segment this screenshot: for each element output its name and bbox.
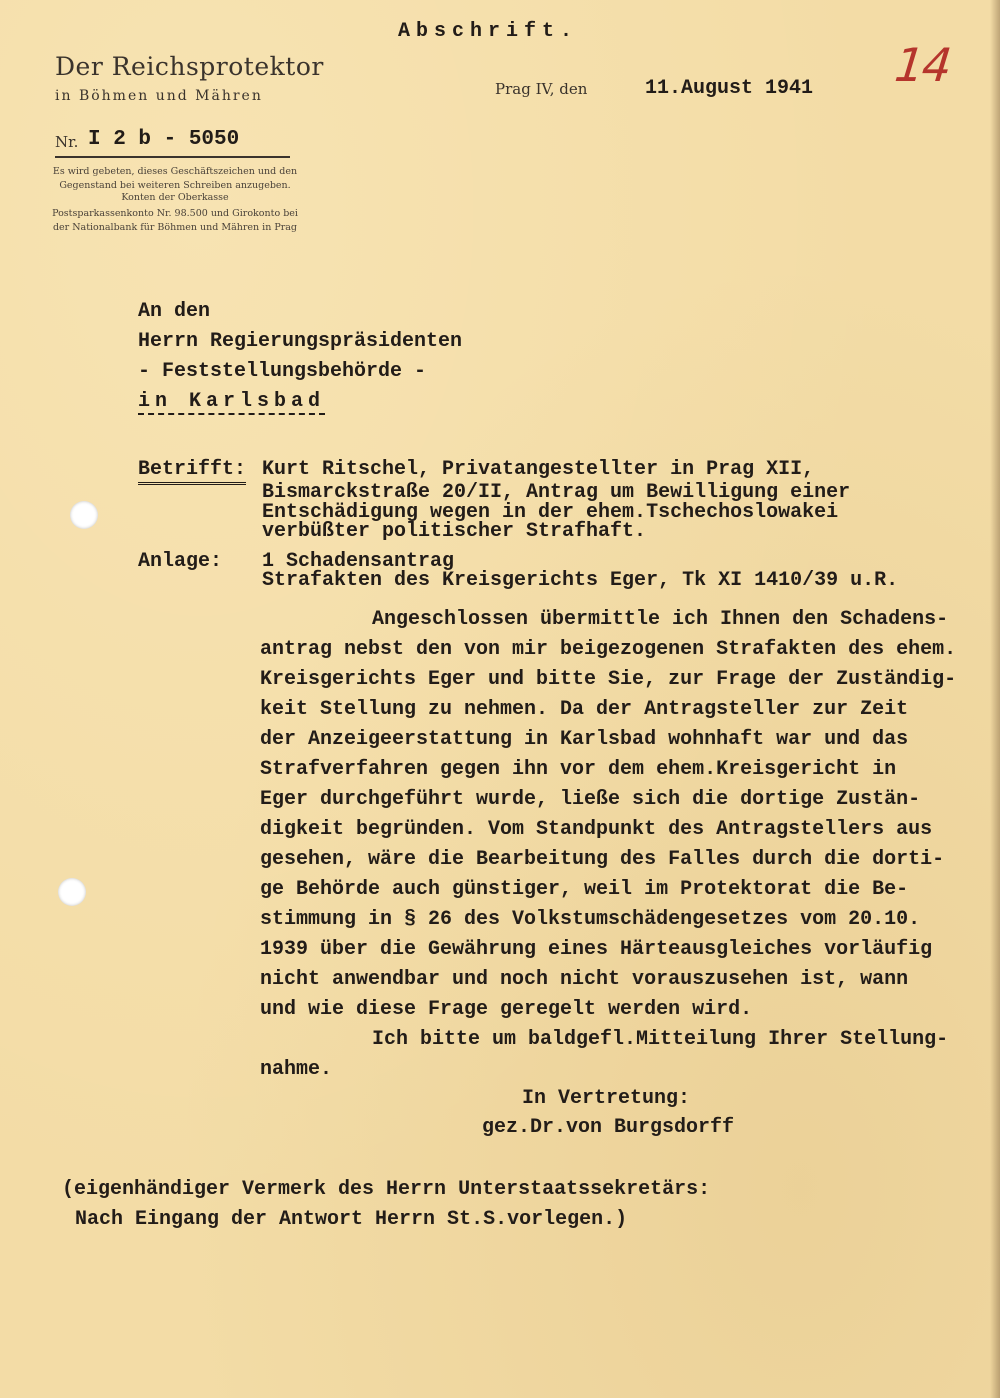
body-line: digkeit begründen. Vom Standpunkt des Antragstellers aus <box>260 818 933 841</box>
place-label: Prag IV, den <box>495 80 588 98</box>
folio-number: 14 <box>892 38 953 92</box>
letter-date: 11.August 1941 <box>645 77 814 100</box>
recipient-line: Herrn Regierungspräsidenten <box>138 330 463 353</box>
enclosure-line: 1 Schadensantrag <box>262 550 455 573</box>
recipient-line: An den <box>138 300 211 323</box>
punch-hole-bottom <box>58 878 86 906</box>
punch-hole-top <box>70 501 98 529</box>
body-line: Strafverfahren gegen ihn vor dem ehem.Kreisgericht in <box>260 758 897 781</box>
body-line: und wie diese Frage geregelt werden wird. <box>260 998 753 1021</box>
signature-name: gez.Dr.von Burgsdorff <box>482 1116 735 1139</box>
reference-number: I 2 b - 5050 <box>88 128 240 151</box>
body-line: Eger durchgeführt wurde, ließe sich die dortige Zustän- <box>260 788 921 811</box>
body-line: nahme. <box>260 1058 333 1081</box>
fine-print-reference-note: Es wird gebeten, dieses Geschäftszeichen und den Gegenstand bei weiteren Schreiben anzugeben. <box>52 166 298 191</box>
fine-print-accounts-label: Konten der Oberkasse <box>121 192 229 203</box>
handwritten-note-transcript: (eigenhändiger Vermerk des Herrn Unterstaatssekretärs: <box>62 1178 711 1201</box>
enclosure-label: Anlage: <box>138 550 223 573</box>
subject-line: Entschädigung wegen in der ehem.Tschechoslowakei <box>262 501 839 524</box>
subject-line: Bismarckstraße 20/II, Antrag um Bewilligung einer <box>262 481 851 504</box>
authority-subtitle: in Böhmen und Mähren <box>55 88 263 104</box>
subject-line: verbüßter politischer Strafhaft. <box>262 520 647 543</box>
body-line: ge Behörde auch günstiger, weil im Protektorat die Be- <box>260 878 909 901</box>
header-rule <box>55 156 290 158</box>
body-line: nicht anwendbar und noch nicht vorauszusehen ist, wann <box>260 968 909 991</box>
body-line: der Anzeigeerstattung in Karlsbad wohnhaft war und das <box>260 728 909 751</box>
recipient-city: in Karlsbad <box>138 390 326 413</box>
body-line: Kreisgerichts Eger und bitte Sie, zur Frage der Zuständig- <box>260 668 957 691</box>
body-line: keit Stellung zu nehmen. Da der Antragsteller zur Zeit <box>260 698 909 721</box>
subject-line: Kurt Ritschel, Privatangestellter in Prag XII, <box>262 458 815 481</box>
body-line: 1939 über die Gewährung eines Härteausgleiches vorläufig <box>260 938 933 961</box>
enclosure-line: Strafakten des Kreisgerichts Eger, Tk XI 1410/39 u.R. <box>262 569 899 592</box>
recipient-line: - Feststellungsbehörde - <box>138 360 427 383</box>
body-line: stimmung in § 26 des Volkstumschädengesetzes vom 20.10. <box>260 908 921 931</box>
authority-title: Der Reichsprotektor <box>55 52 324 81</box>
body-line: gesehen, wäre die Bearbeitung des Falles durch die dorti- <box>260 848 945 871</box>
signature-in-vertretung: In Vertretung: <box>522 1087 691 1110</box>
handwritten-note-transcript: Nach Eingang der Antwort Herrn St.S.vorlegen.) <box>75 1208 628 1231</box>
body-line: Angeschlossen übermittle ich Ihnen den Schadens- <box>372 608 949 631</box>
fine-print-accounts: Postsparkassenkonto Nr. 98.500 und Girokonto bei der Nationalbank für Böhmen und Mähren in Prag <box>52 208 298 233</box>
paper-edge-shadow <box>990 0 1000 1398</box>
reference-label: Nr. <box>55 133 79 151</box>
body-line: Ich bitte um baldgefl.Mitteilung Ihrer Stellung- <box>372 1028 949 1051</box>
body-line: antrag nebst den von mir beigezogenen Strafakten des ehem. <box>260 638 957 661</box>
copy-label: Abschrift. <box>398 20 579 43</box>
subject-label: Betrifft: <box>138 458 246 485</box>
